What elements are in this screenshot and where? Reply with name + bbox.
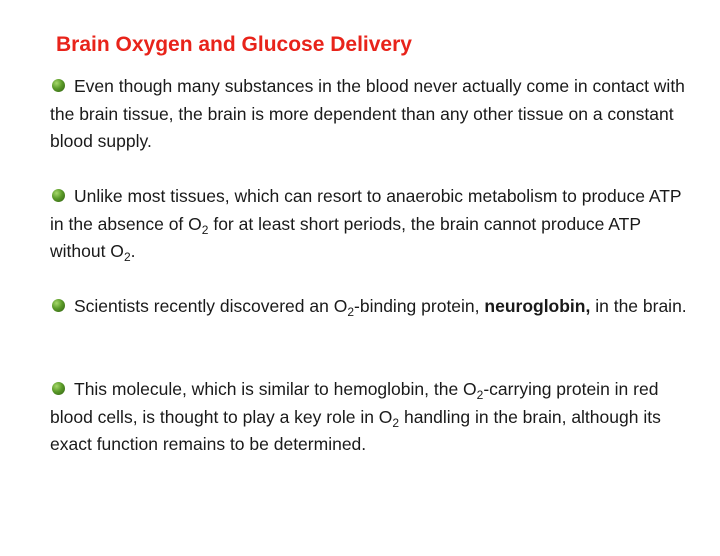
bullet-paragraph-neuroglobin [50,293,690,321]
bold-term-neuroglobin: neuroglobin, [484,296,591,316]
paragraph-text: -binding protein, [354,296,485,316]
paragraph-text: in the brain. [590,296,687,316]
paragraph-text: Even though many substances in the blood never actually come in contact with the brain tissue, the brain is more dependent than any other tissue on a constant blood supply. [50,76,685,151]
subscript-2: 2 [476,388,484,402]
paragraph-text: Unlike most tissues, which can resort to anaerobic metabolism to produce ATP in the absence of O [50,186,682,234]
bullet-paragraph-hemoglobin [50,376,690,459]
slide-title: Brain Oxygen and Glucose Delivery [56,33,412,56]
subscript-2: 2 [392,415,400,430]
green-bullet-icon [52,382,65,395]
green-bullet-icon [52,299,65,312]
bullet-paragraph-blood-supply [50,73,690,156]
paragraph-text: -carrying protein in red blood cells, is thought to play a key role in O [50,379,659,427]
paragraph-text: for at least short periods, the brain cannot produce ATP without O [50,213,641,261]
subscript-2: 2 [123,250,131,264]
paragraph-text: . [130,241,136,261]
subscript-2: 2 [201,222,209,237]
green-bullet-icon [52,79,65,92]
green-bullet-icon [52,189,65,202]
paragraph-text: This molecule, which is similar to hemoglobin, the O [74,379,477,399]
paragraph-text: handling in the brain, although its exact function remains to be determined. [50,406,661,454]
subscript-2: 2 [347,305,355,319]
paragraph-text: Scientists recently discovered an O [74,296,348,316]
bullet-paragraph-anaerobic [50,183,690,266]
